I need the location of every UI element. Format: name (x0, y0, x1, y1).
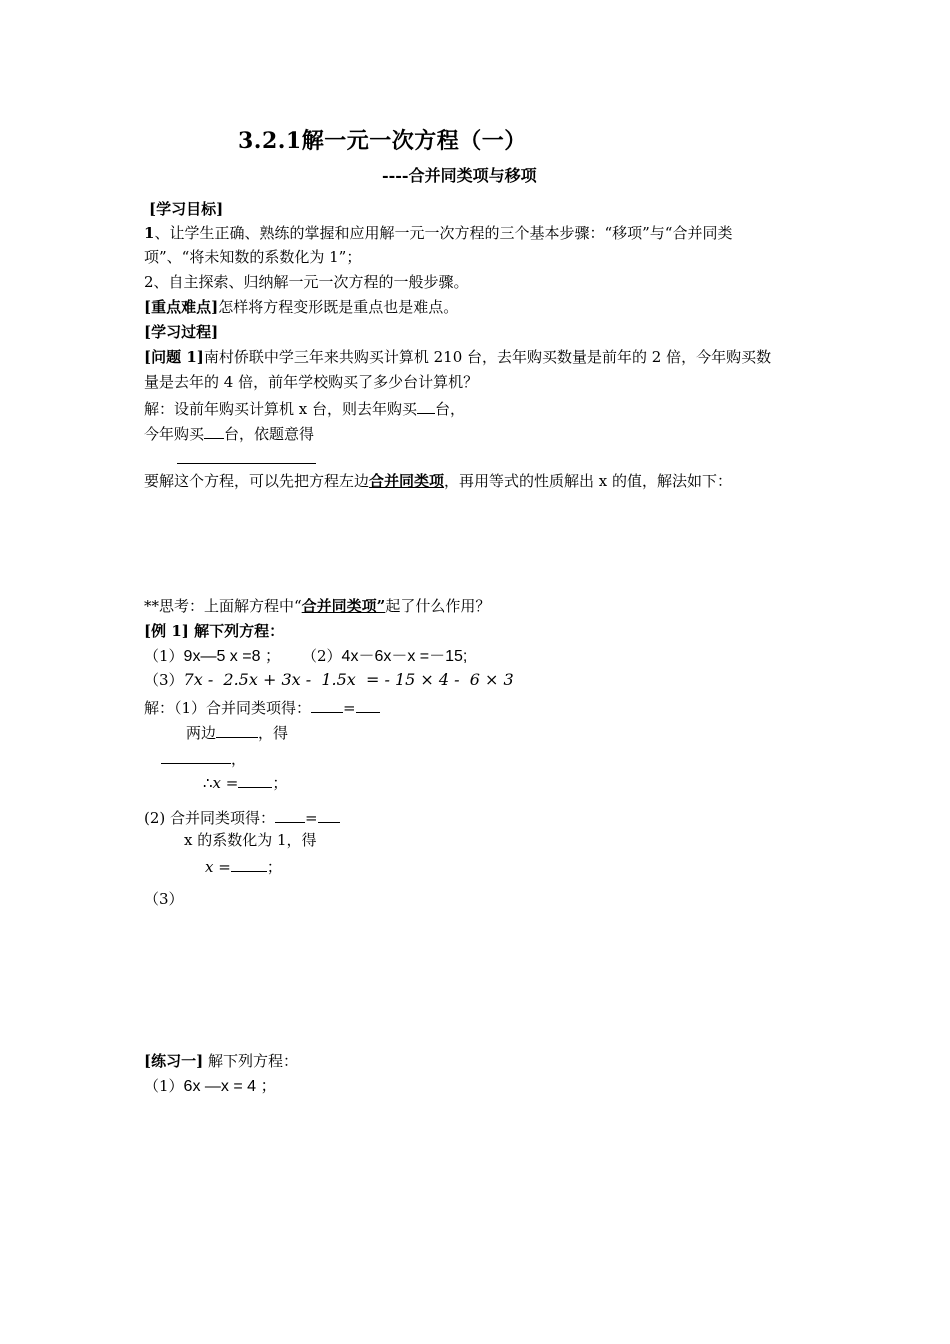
answer-blank[interactable] (238, 771, 272, 788)
example1-label: [例 1] (144, 622, 189, 640)
eq3: 7x - 2.5x + 3x - 1.5x = - 15 × 4 - 6 × 3 (183, 670, 514, 689)
eq2-number: （2） (302, 647, 342, 665)
eq1-number: （1） (144, 647, 184, 665)
keypoints-label: [重点难点] (144, 298, 219, 316)
objective-1 (144, 223, 732, 243)
method-underlined: 合并同类项 (369, 472, 445, 490)
page-title: 3.2.1解一元一次方程（一） (238, 128, 527, 154)
example1-eq2-row (302, 646, 467, 667)
exercise1-text: 解下列方程： (203, 1052, 298, 1070)
objective-1-continued: 项”、“将未知数的系数化为 1”； (144, 248, 362, 266)
equals-sign: = (221, 774, 239, 792)
exercise-eq1-number: （1） (144, 1077, 184, 1095)
answer-blank[interactable] (311, 696, 343, 713)
example1-heading (144, 621, 284, 641)
think-question (144, 596, 490, 616)
exercise-eq1: 6x —x = 4 ； (183, 1078, 277, 1095)
eq2: 4x－6x－x =－15; (341, 648, 468, 665)
objective-1-number: 1 (144, 224, 155, 242)
example1-part2-step2: x 的系数化为 1，得 (184, 831, 317, 849)
answer-blank[interactable] (231, 855, 267, 872)
exercise1-eq1-row (144, 1076, 276, 1097)
step4-end: ； (272, 774, 288, 792)
keypoints (144, 297, 458, 317)
step3-tail: ， (231, 750, 247, 768)
answer-blank[interactable] (216, 721, 258, 738)
part2-text: (2) 合并同类项得： (144, 809, 276, 827)
process-heading: [学习过程] (144, 323, 219, 341)
answer-blank[interactable] (356, 696, 380, 713)
objective-2: 2、自主探索、归纳解一元一次方程的一般步骤。 (144, 273, 469, 291)
problem1-label: [问题 1] (144, 348, 204, 366)
solution-2-text: 今年购买 (144, 425, 205, 443)
answer-blank[interactable] (161, 747, 231, 764)
solution-1-text: 解：设前年购买计算机 x 台，则去年购买 (144, 400, 417, 418)
equals-sign: = (213, 858, 231, 876)
example1-part2-step3 (205, 855, 282, 877)
think-text: **思考：上面解方程中“ (144, 597, 302, 615)
equation-blank-line[interactable] (177, 463, 316, 464)
think-tail: 起了什么作用？ (385, 597, 491, 615)
answer-blank[interactable] (275, 806, 305, 823)
step-end: ； (266, 858, 282, 876)
variable-x: x (212, 774, 222, 792)
step1-text: 解：（1）合并同类项得： (144, 699, 312, 717)
example1-solution-step1 (144, 696, 380, 718)
example1-solution-step2 (186, 721, 288, 743)
example1-equations-row (144, 646, 281, 667)
equals-sign: = (343, 699, 356, 717)
solution-1-unit: 台， (435, 400, 466, 418)
therefore-symbol: ∴ (203, 774, 213, 792)
problem1-line2: 量是去年的 4 倍，前年学校购买了多少台计算机？ (144, 373, 479, 391)
page-subtitle: ----合并同类项与移项 (382, 166, 537, 185)
answer-blank[interactable] (318, 806, 340, 823)
method-text: 要解这个方程，可以先把方程左边 (144, 472, 370, 490)
problem1-method (144, 471, 732, 491)
answer-blank[interactable] (204, 422, 224, 439)
equals-sign: = (305, 809, 318, 827)
answer-blank[interactable] (417, 397, 435, 414)
eq1: 9x—5 x =8 ； (183, 648, 281, 665)
variable-x: x (205, 858, 214, 876)
example1-part3: （3） (144, 890, 184, 908)
problem1-text: 南村侨联中学三年来共购买计算机 210 台，去年购买数量是前年的 2 倍，今年购买数 (203, 348, 772, 366)
example1-text: 解下列方程： (188, 622, 285, 640)
example1-solution-step3 (161, 747, 246, 769)
step2-tail: ，得 (258, 724, 289, 742)
method-tail: ，再用等式的性质解出 x 的值，解法如下： (444, 472, 733, 490)
example1-solution-step4 (203, 771, 287, 793)
example1-part2-step1 (144, 806, 340, 828)
example1-eq3-row (144, 670, 514, 690)
exercise1-heading (144, 1051, 298, 1071)
problem1-line1 (144, 347, 771, 367)
think-underlined: 合并同类项” (301, 597, 386, 615)
objectives-heading: [学习目标] (149, 200, 224, 218)
objective-1-text: 、让学生正确、熟练的掌握和应用解一元一次方程的三个基本步骤：“移项”与“合并同类 (154, 224, 733, 242)
problem1-solution-1 (144, 397, 465, 419)
eq3-number: （3） (144, 671, 184, 689)
keypoints-text: 怎样将方程变形既是重点也是难点。 (218, 298, 459, 316)
problem1-solution-2 (144, 422, 314, 444)
step2-text: 两边 (186, 724, 217, 742)
exercise1-label: [练习一] (144, 1052, 204, 1070)
solution-2-tail: 台，依题意得 (224, 425, 315, 443)
